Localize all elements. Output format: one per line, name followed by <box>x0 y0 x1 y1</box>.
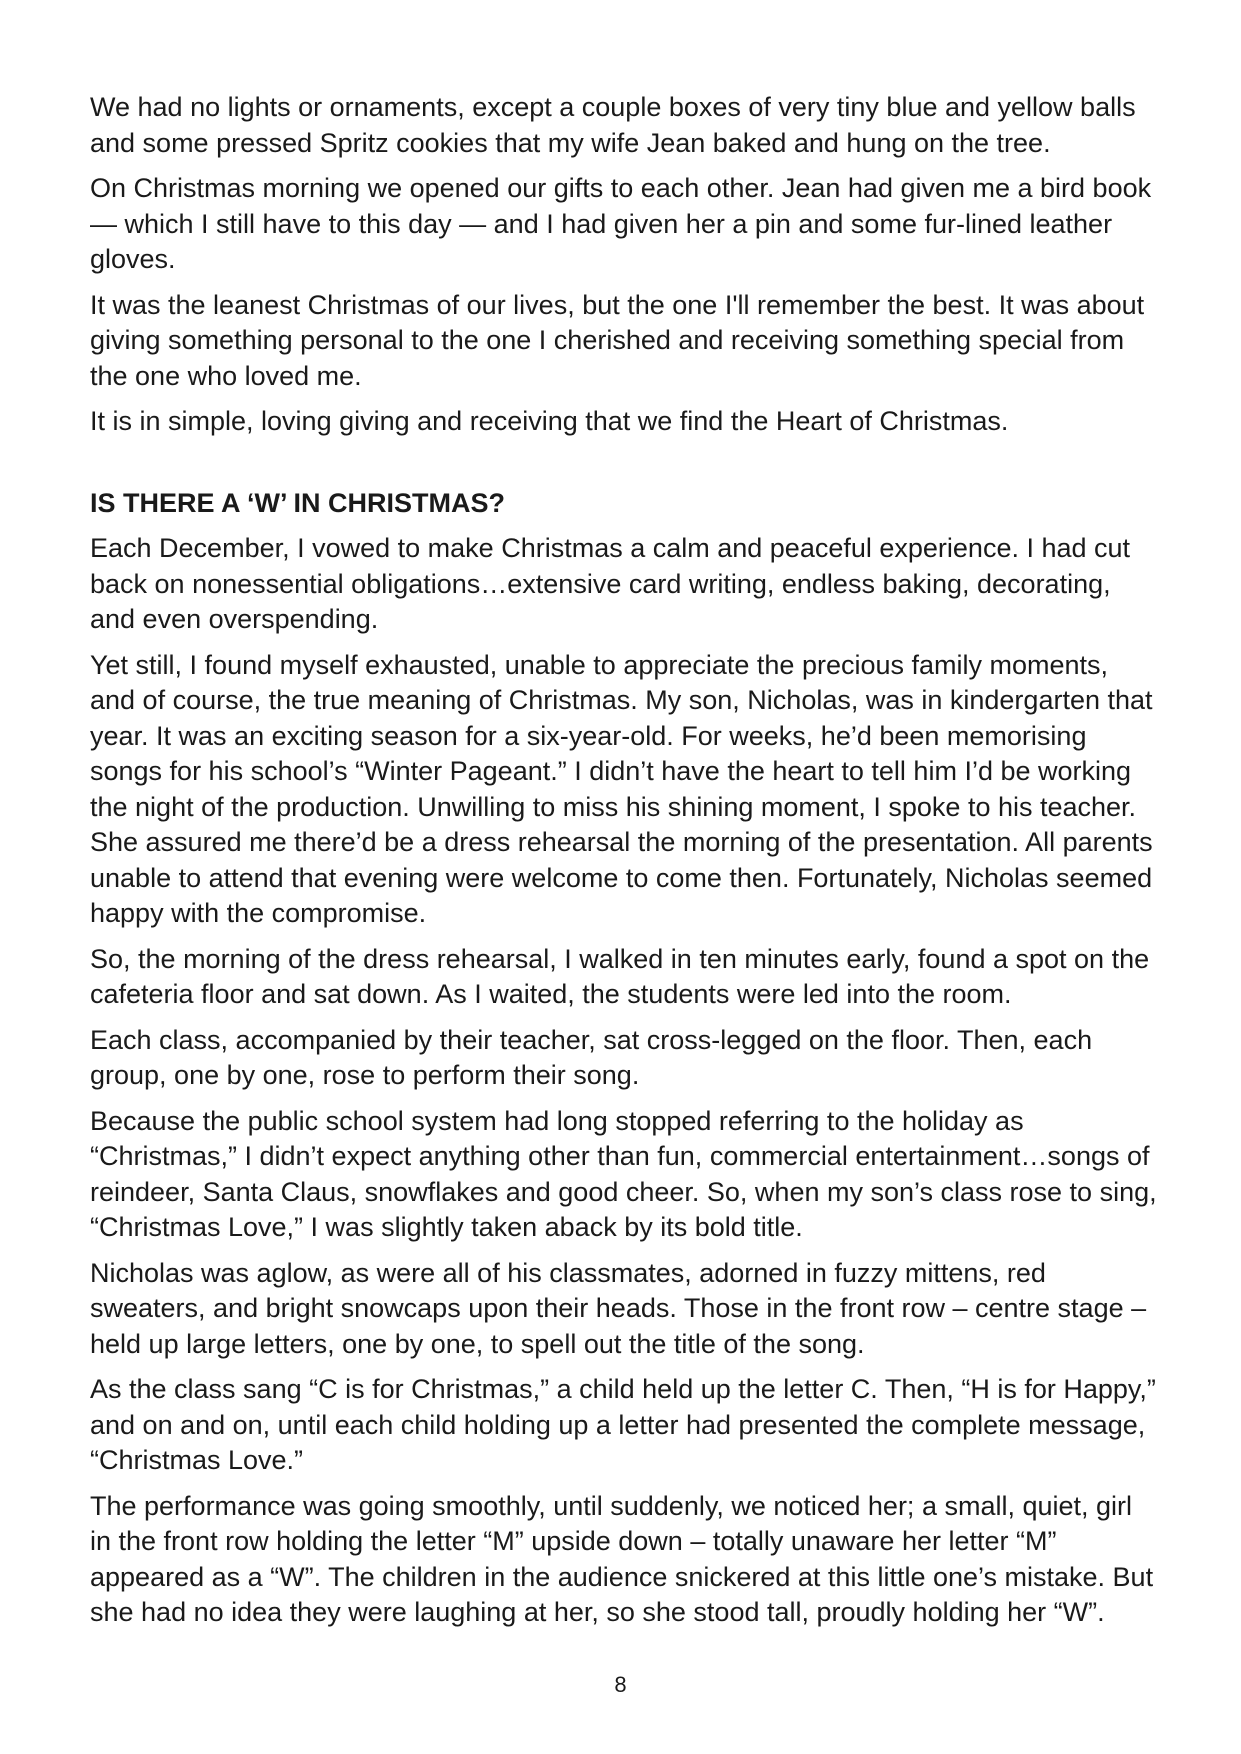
body-paragraph: Because the public school system had long stopped referring to the holiday as “Christmas,” I didn’t expect anything other than fun, commercial entertainment…songs of reindeer, Santa Claus, snowflakes and good cheer. So, when my son’s class rose to sing, “Christmas Love,” I was slightly taken aback by its bold title. <box>90 1105 1157 1242</box>
body-paragraph: Nicholas was aglow, as were all of his classmates, adorned in fuzzy mittens, red sweaters, and bright snowcaps upon their heads. Those in the front row – centre stage – held up large letters, one by one, to spell out the title of the song. <box>90 1257 1147 1359</box>
intro-paragraph: We had no lights or ornaments, except a couple boxes of very tiny blue and yellow balls and some pressed Spritz cookies that my wife Jean baked and hung on the tree. <box>90 92 1136 158</box>
body-paragraph: Yet still, I found myself exhausted, unable to appreciate the precious family moments, and of course, the true meaning of Christmas. My son, Nicholas, was in kindergarten that year. It was an exciting season for a six-year-old. For weeks, he’d been memorising songs for his school’s “Winter Pageant.” I didn’t have the heart to tell him I’d be working the night of the production. Unwilling to miss his shining moment, I spoke to his teacher. She assured me there’d be a dress rehearsal the morning of the presentation. All parents unable to attend that evening were welcome to come then. Fortunately, Nicholas seemed happy with the compromise. <box>90 649 1153 928</box>
intro-paragraph: It was the leanest Christmas of our lives, but the one I'll remember the best. It was about giving something personal to the one I cherished and receiving something special from the one who loved me. <box>90 289 1145 391</box>
intro-paragraph: It is in simple, loving giving and receiving that we find the Heart of Christmas. <box>90 406 1009 436</box>
body-paragraph: Each class, accompanied by their teacher, sat cross-legged on the floor. Then, each group, one by one, rose to perform their song. <box>90 1024 1093 1090</box>
body-paragraph: Each December, I vowed to make Christmas a calm and peaceful experience. I had cut back on nonessential obligations…extensive card writing, endless baking, decorating, and even overspending. <box>90 533 1131 634</box>
document-page <box>90 90 1160 1641</box>
section-spacer <box>90 450 1160 486</box>
intro-paragraph: On Christmas morning we opened our gifts to each other. Jean had given me a bird book — which I still have to this day — and I had given her a pin and some fur-lined leather gloves. <box>90 173 1152 274</box>
body-paragraph: The performance was going smoothly, until suddenly, we noticed her; a small, quiet, girl in the front row holding the letter “M” upside down – totally unaware her letter “M” appeared as a “W”. The children in the audience snickered at this little one’s mistake. But she had no idea they were laughing at her, so she stood tall, proudly holding her “W”. <box>90 1490 1154 1627</box>
body-paragraph: As the class sang “C is for Christmas,” a child held up the letter C. Then, “H is for Happy,” and on and on, until each child holding up a letter had presented the complete message, “Christmas Love.” <box>90 1374 1156 1475</box>
section-heading: IS THERE A ‘W’ IN CHRISTMAS? <box>90 487 506 518</box>
body-paragraph: So, the morning of the dress rehearsal, I walked in ten minutes early, found a spot on the cafeteria floor and sat down. As I waited, the students were led into the room. <box>90 943 1150 1009</box>
page-number: 8 <box>614 1672 627 1697</box>
